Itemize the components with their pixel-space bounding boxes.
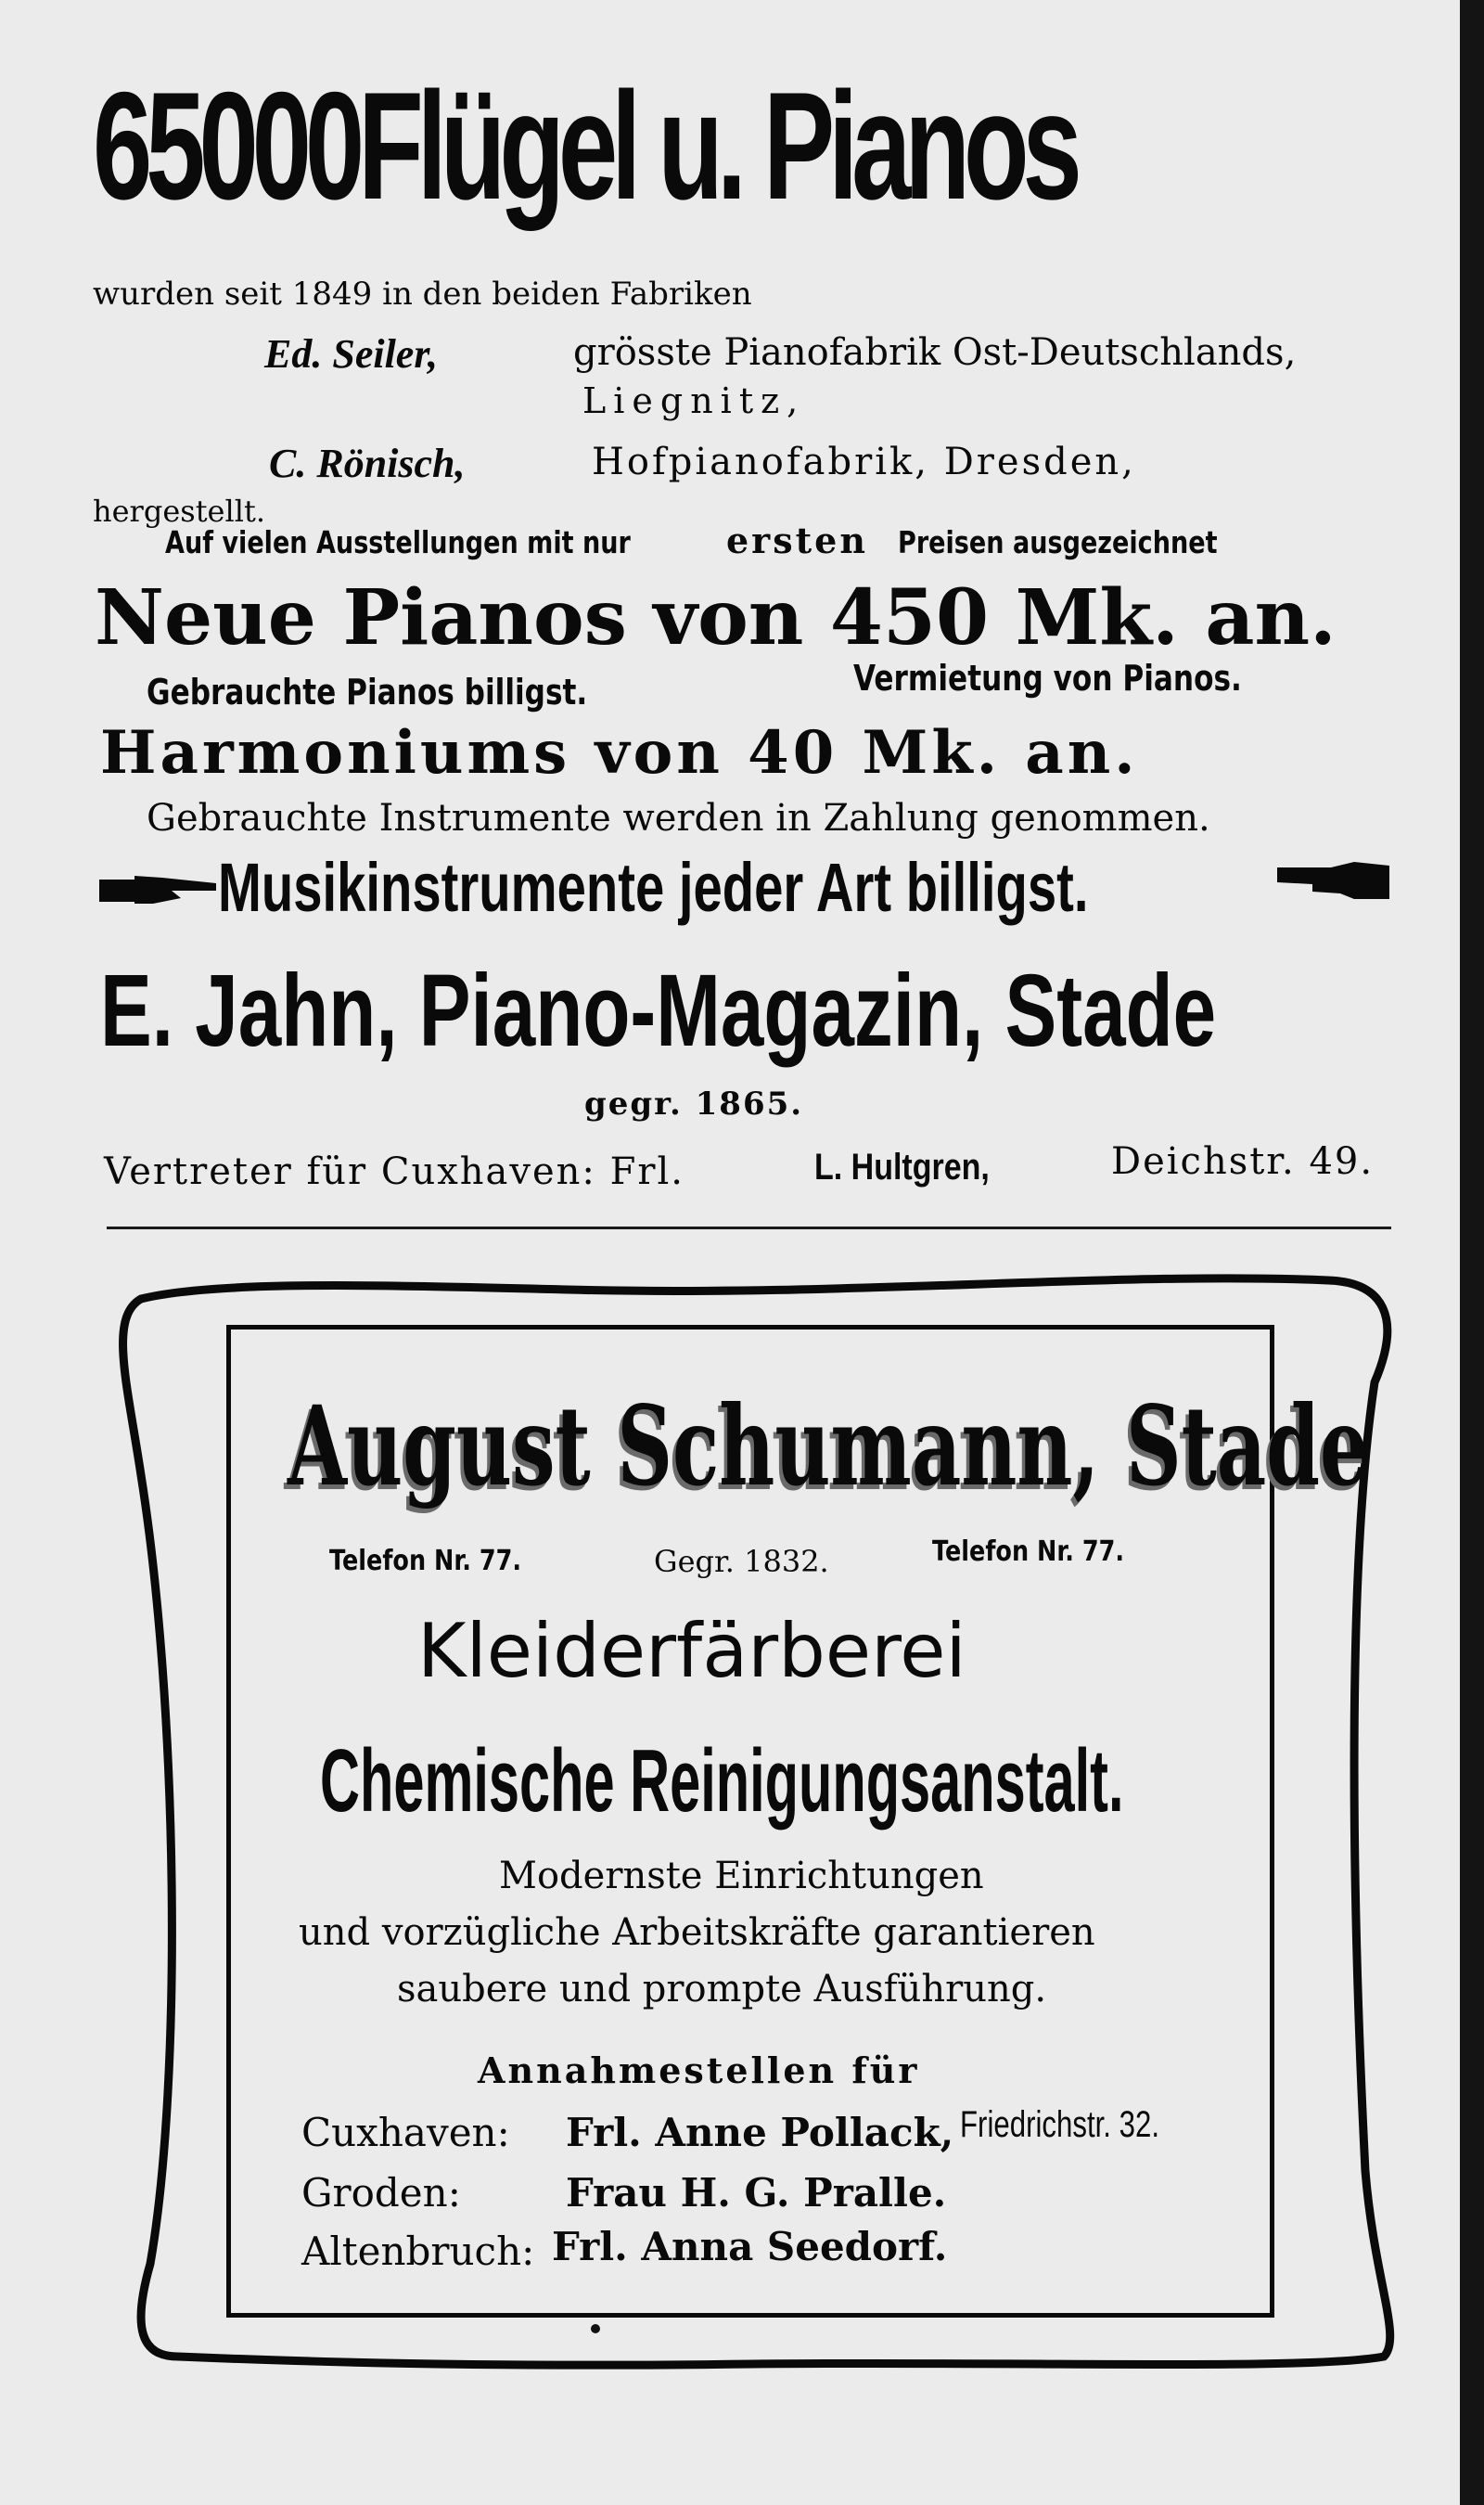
agent-label: Vertreter für Cuxhaven: Frl. (104, 1150, 684, 1193)
page-edge-shadow (1460, 0, 1484, 2505)
founded-year: gegr. 1865. (584, 1086, 804, 1123)
collection-place: Cuxhaven: (301, 2110, 510, 2155)
factory-seiler-name: Ed. Seiler, (264, 331, 439, 377)
headline: 65000Flügel u. Pianos (93, 60, 1076, 231)
founded-year-schumann: Gegr. 1832. (654, 1544, 829, 1579)
telephone-left: Telefon Nr. 77. (329, 1545, 522, 1577)
harmoniums-offer: Harmoniums von 40 Mk. an. (100, 718, 1139, 788)
new-pianos-offer: Neue Pianos von 450 Mk. an. (95, 573, 1337, 662)
service-cleaning: Chemische Reinigungsanstalt. (320, 1731, 1124, 1831)
produced-line: wurden seit 1849 in den beiden Fabriken (93, 276, 752, 313)
collection-address: Friedrichstr. 32. (960, 2104, 1160, 2145)
factory-seiler-city: Liegnitz, (582, 380, 806, 421)
pointing-hand-left-icon (97, 872, 218, 909)
collection-person: Frl. Anna Seedorf. (552, 2224, 948, 2269)
trade-in-line: Gebrauchte Instrumente werden in Zahlung genommen. (147, 797, 1210, 840)
description-line-3: saubere und prompte Ausführung. (397, 1968, 1047, 2010)
collection-place: Altenbruch: (301, 2229, 535, 2274)
company-title: August Schumann, Stade (288, 1381, 1369, 1510)
collection-person: Frl. Anne Pollack, (566, 2110, 954, 2155)
service-dyeing: Kleiderfärberei (417, 1608, 966, 1694)
description-line-2: und vorzügliche Arbeitskräfte garantieren (299, 1911, 1095, 1954)
factory-roenisch-desc: Hofpianofabrik, Dresden, (592, 441, 1136, 483)
produced-end: hergestellt. (93, 494, 265, 529)
instruments-offer: Musikinstrumente jeder Art billigst. (218, 849, 1089, 926)
awards-emphasis: ersten (726, 520, 868, 561)
pointing-hand-right-icon (1275, 858, 1391, 905)
collection-person: Frau H. G. Pralle. (566, 2170, 947, 2216)
collection-heading: Annahmestellen für (478, 2049, 920, 2091)
frame-ornament-dot (591, 2324, 600, 2333)
factory-roenisch-name: C. Rönisch, (269, 441, 466, 486)
collection-place: Groden: (301, 2170, 461, 2216)
telephone-right: Telefon Nr. 77. (932, 1535, 1125, 1568)
awards-pre: Auf vielen Ausstellungen mit nur (165, 524, 631, 560)
piano-rental: Vermietung von Pianos. (853, 658, 1242, 699)
awards-post: Preisen ausgezeichnet (898, 524, 1218, 560)
company-name: E. Jahn, Piano-Magazin, Stade (100, 954, 1217, 1068)
agent-name: L. Hultgren, (814, 1147, 990, 1188)
divider-rule (107, 1227, 1391, 1229)
agent-address: Deichstr. 49. (1111, 1140, 1375, 1183)
description-line-1: Modernste Einrichtungen (499, 1855, 984, 1897)
factory-seiler-desc: grösste Pianofabrik Ost-Deutschlands, (573, 331, 1297, 374)
used-pianos: Gebrauchte Pianos billigst. (147, 672, 588, 713)
